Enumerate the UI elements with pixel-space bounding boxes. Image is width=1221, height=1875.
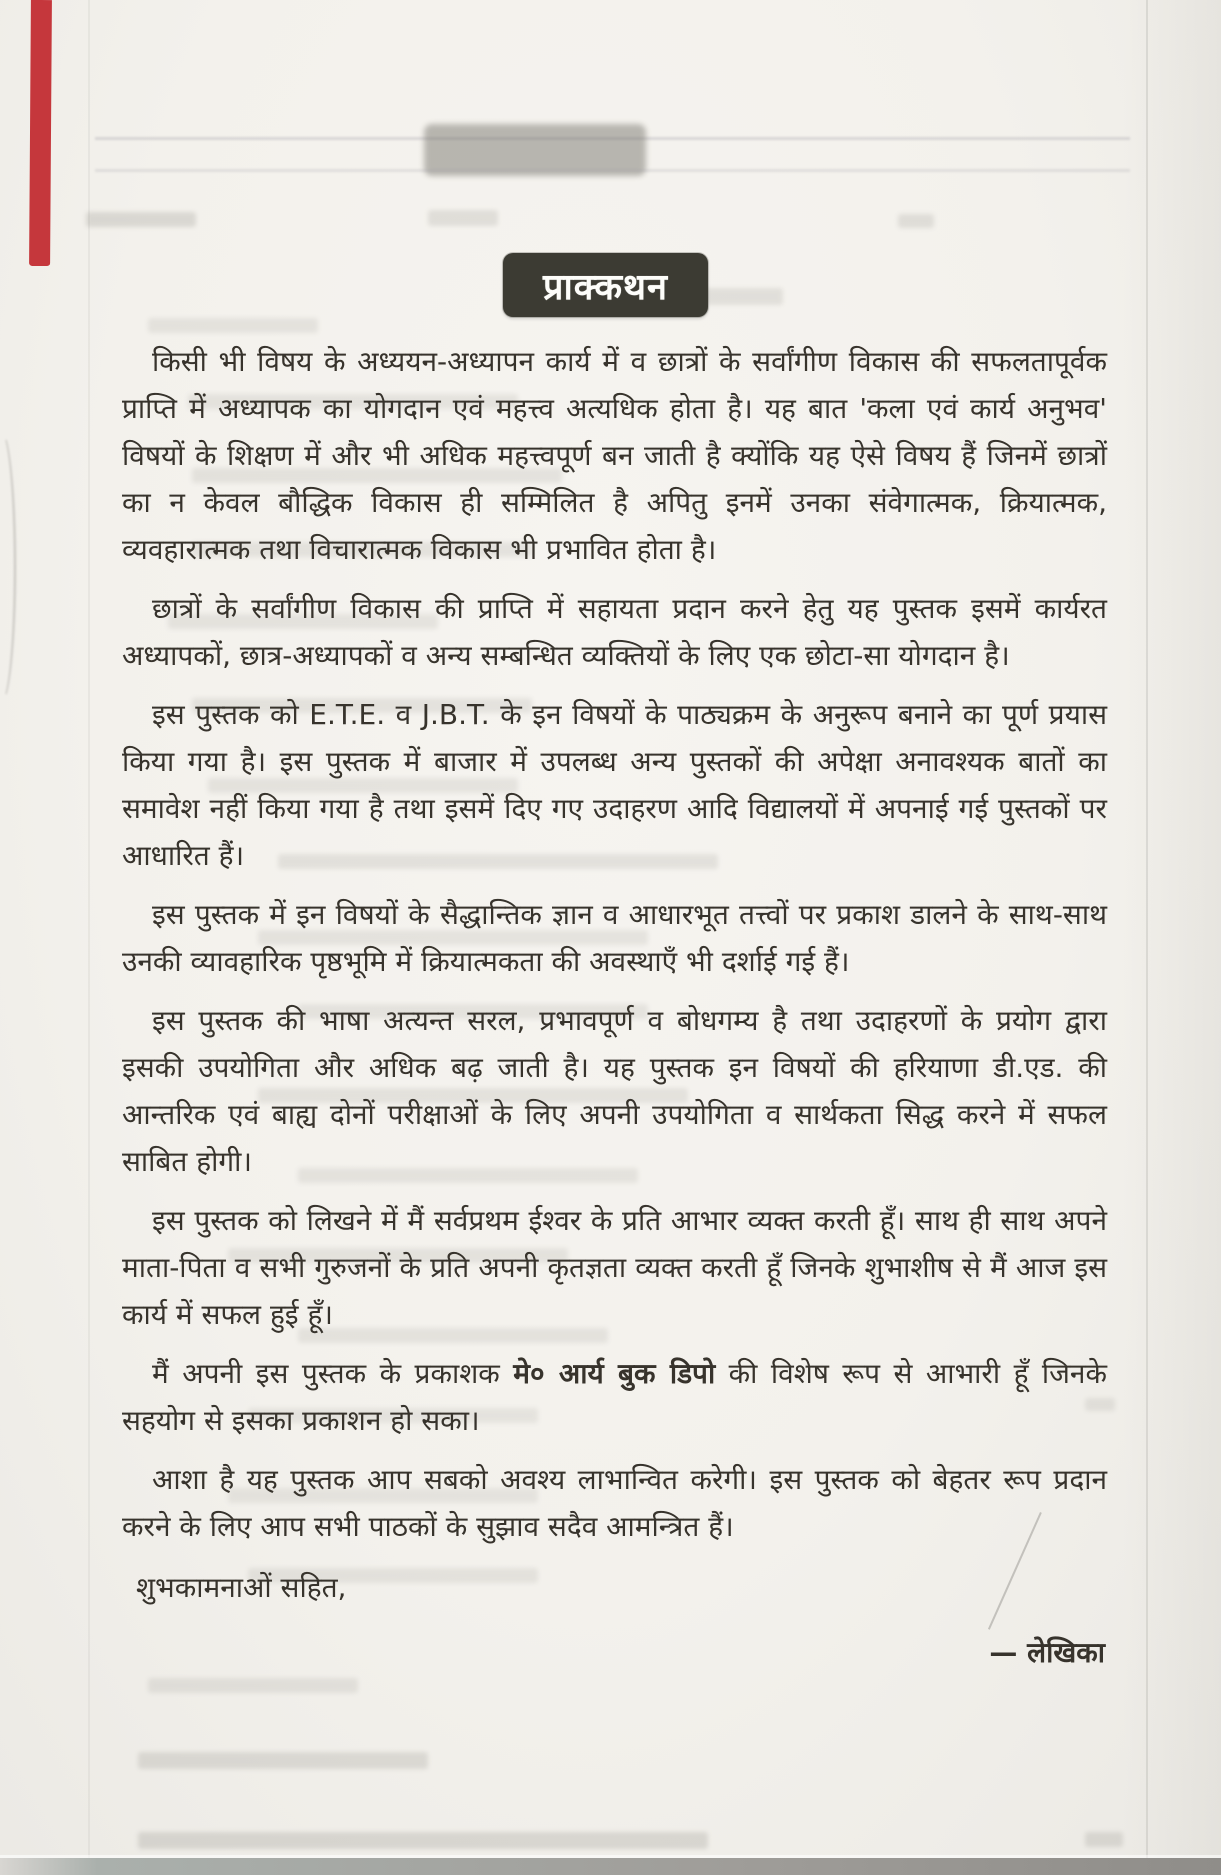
bleed-through-line (86, 212, 196, 227)
page-title (503, 253, 708, 317)
paragraph-7 (122, 1350, 1107, 1444)
publisher-name: मे० आर्य बुक डिपो (513, 1357, 716, 1390)
bleed-through-line (1085, 1832, 1123, 1847)
page-title-text: प्राक्कथन (542, 266, 669, 308)
bleed-through-line (898, 214, 934, 228)
bleed-through-line (428, 210, 498, 226)
paragraph-6: इस पुस्तक को लिखने में मैं सर्वप्रथम ईश्वर के प्रति आभार व्यक्त करती हूँ। साथ ही साथ अपने माता-पिता व सभी गुरुजनों के प्रति अपनी कृतज्ञता व्यक्त करती हूँ जिनके शुभाशीष से मैं आज इस कार्य में सफल हुई हूँ। (122, 1204, 1107, 1331)
scanner-edge-shadow (0, 1858, 1221, 1875)
bleed-through-rule (95, 169, 1130, 172)
preface-text (122, 322, 1107, 1688)
paragraph-8: आशा है यह पुस्तक आप सबको अवश्य लाभान्वित करेगी। इस पुस्तक को बेहतर रूप प्रदान करने के लिए आप सभी पाठकों के सुझाव सदैव आमन्त्रित हैं। (122, 1463, 1107, 1543)
paragraph-5: इस पुस्तक की भाषा अत्यन्त सरल, प्रभावपूर्ण व बोधगम्य है तथा उदाहरणों के प्रयोग द्वारा इसकी उपयोगिता और अधिक बढ़ जाती है। यह पुस्तक इन विषयों की हरियाणा डी.एड. की आन्तरिक एवं बाह्य दोनों परीक्षाओं के लिए अपनी उपयोगिता व सार्थकता सिद्ध करने में सफल साबित होगी। (122, 1004, 1107, 1178)
red-edge-ribbon (29, 0, 52, 266)
closing-line: शुभकामनाओं सहित, (136, 1571, 347, 1604)
bleed-through-line (138, 1752, 428, 1769)
paper-crease (88, 0, 90, 1875)
paragraph-4: इस पुस्तक में इन विषयों के सैद्धान्तिक ज्ञान व आधारभूत तत्त्वों पर प्रकाश डालने के साथ-साथ उनकी व्यावहारिक पृष्ठभूमि में क्रियात्मकता की अवस्थाएँ भी दर्शाई गई हैं। (122, 898, 1107, 978)
paper-crease (1146, 0, 1148, 1875)
paragraph-3: इस पुस्तक को E.T.E. व J.B.T. के इन विषयों के पाठ्यक्रम के अनुरूप बनाने का पूर्ण प्रयास किया गया है। इस पुस्तक में बाजार में उपलब्ध अन्य पुस्तकों की अपेक्षा अनावश्यक बातों का समावेश नहीं किया गया है तथा इसमें दिए गए उदाहरण आदि विद्यालयों में अपनाई गई पुस्तकों पर आधारित हैं। (122, 698, 1107, 872)
paragraph-2: छात्रों के सर्वांगीण विकास की प्राप्ति में सहायता प्रदान करने हेतु यह पुस्तक इसमें कार्यरत अध्यापकों, छात्र-अध्यापकों व अन्य सम्बन्धित व्यक्तियों के लिए एक छोटा-सा योगदान है। (122, 592, 1107, 672)
paragraph-7-post: की विशेष रूप से आभारी हूँ जिनके सहयोग से इसका प्रकाशन हो सका। (122, 1357, 1107, 1437)
author-signature: — लेखिका (989, 1636, 1105, 1669)
paragraph-7-pre: मैं अपनी इस पुस्तक के प्रकाशक (152, 1357, 514, 1390)
bleed-through-line (138, 1832, 708, 1849)
paragraph-1: किसी भी विषय के अध्ययन-अध्यापन कार्य में व छात्रों के सर्वांगीण विकास की सफलतापूर्वक प्राप्ति में अध्यापक का योगदान एवं महत्त्व अत्यधिक होता है। यह बात 'कला एवं कार्य अनुभव' विषयों के शिक्षण में और भी अधिक महत्त्वपूर्ण बन जाती है क्योंकि यह ऐसे विषय हैं जिनमें छात्रों का न केवल बौद्धिक विकास ही सम्मिलित है अपितु इनमें उनका संवेगात्मक, क्रियात्मक, व्यवहारात्मक तथा विचारात्मक विकास भी प्रभावित होता है। (122, 345, 1107, 566)
pencil-mark (0, 430, 16, 704)
